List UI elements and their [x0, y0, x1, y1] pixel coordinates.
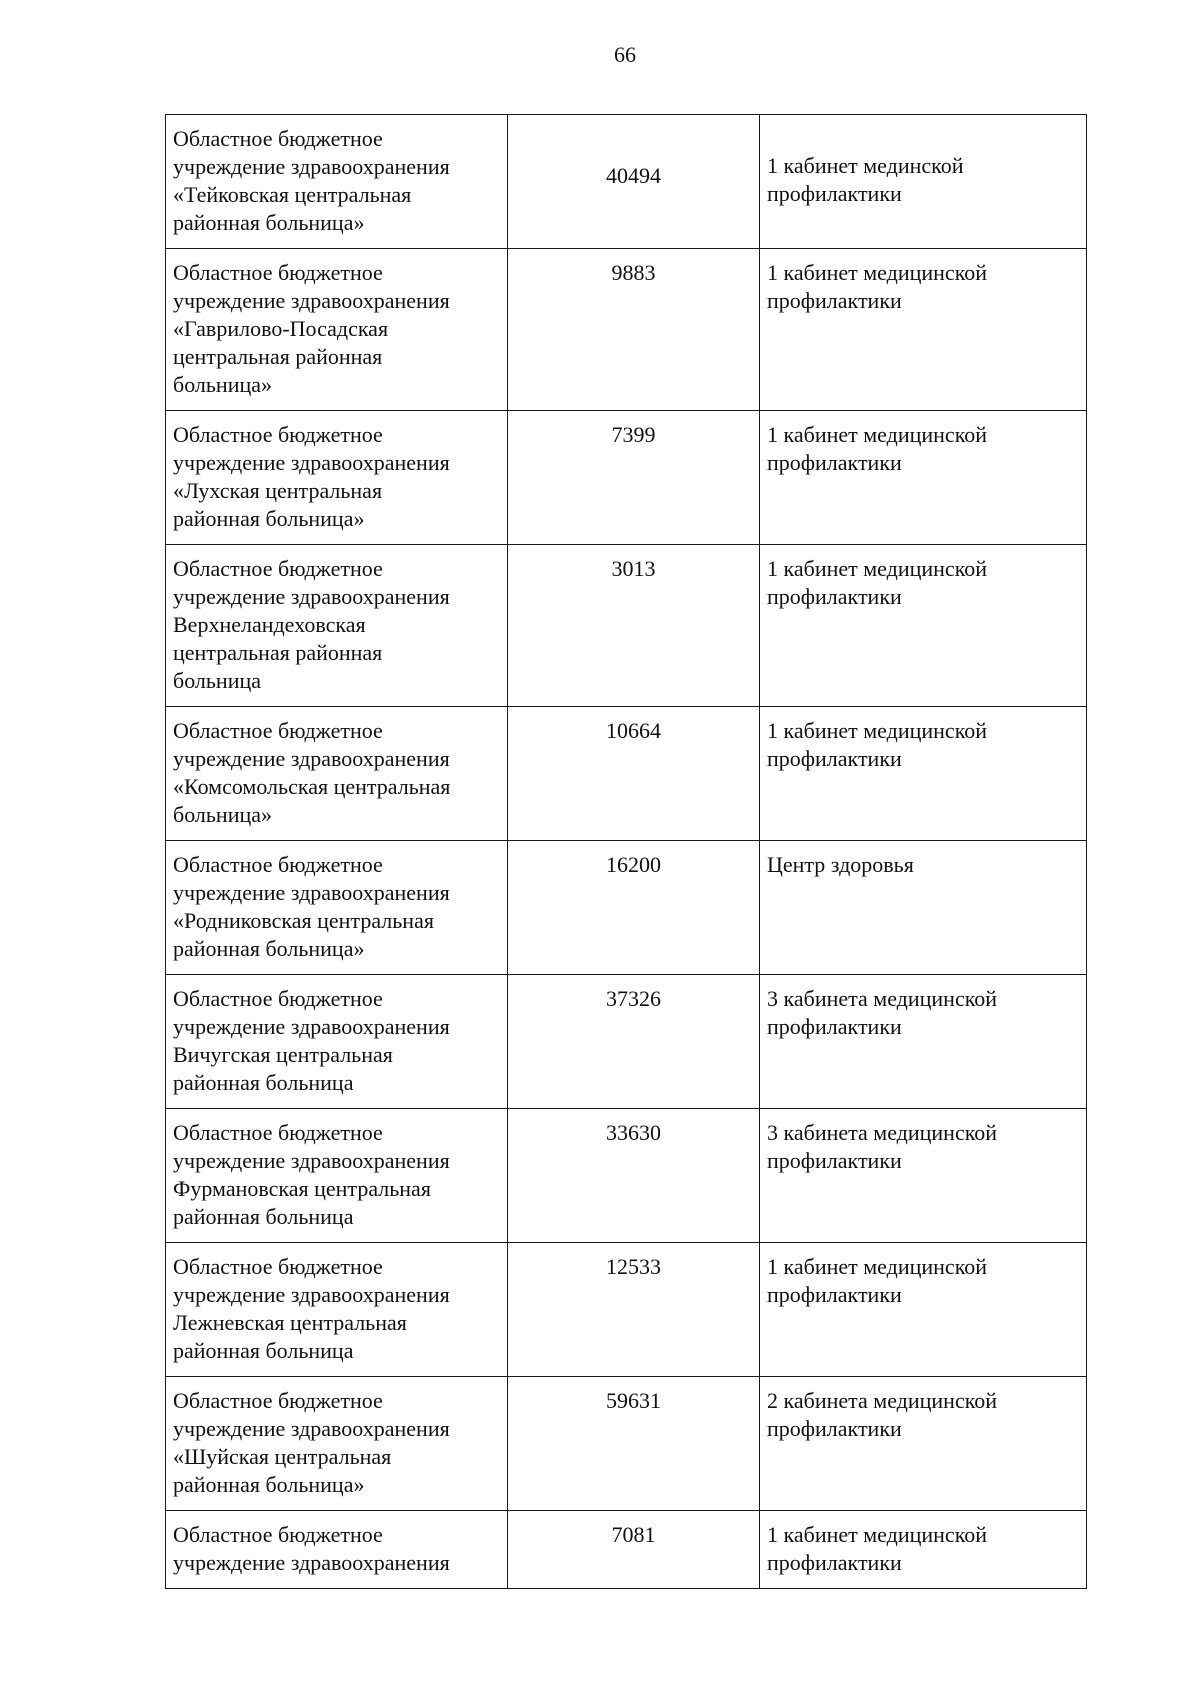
- facility-value: 1 кабинет медицинской профилактики: [767, 556, 988, 609]
- institution-cell: [166, 115, 508, 249]
- table-row: [166, 249, 1087, 411]
- table-row: [166, 1511, 1087, 1589]
- facility-cell: [760, 707, 1087, 841]
- institution-cell: [166, 1377, 508, 1511]
- population-cell: [508, 975, 760, 1109]
- facility-cell: [760, 545, 1087, 707]
- population-cell: [508, 1243, 760, 1377]
- institution-cell: [166, 545, 508, 707]
- institution-name: Областное бюджетное учреждение здравоохранения «Родниковская центральная районная больница»: [173, 852, 450, 961]
- institution-name: Областное бюджетное учреждение здравоохранения «Гаврилово-Посадская центральная районная больница»: [173, 260, 450, 397]
- institution-name: Областное бюджетное учреждение здравоохранения «Лухская центральная районная больница»: [173, 422, 450, 531]
- institution-cell: [166, 1511, 508, 1589]
- population-value: 3013: [611, 556, 656, 581]
- table-row: [166, 707, 1087, 841]
- table-row: [166, 411, 1087, 545]
- facility-cell: [760, 249, 1087, 411]
- facility-value: 2 кабинета медицинской профилактики: [767, 1388, 998, 1441]
- population-cell: [508, 841, 760, 975]
- population-cell: [508, 707, 760, 841]
- table-row: [166, 975, 1087, 1109]
- facility-value: 1 кабинет мединской профилактики: [767, 152, 964, 206]
- institution-name: Областное бюджетное учреждение здравоохранения Фурмановская центральная районная больница: [173, 1120, 450, 1229]
- population-value: 59631: [606, 1388, 661, 1413]
- institution-name: Областное бюджетное учреждение здравоохранения «Комсомольская центральная больница»: [173, 718, 451, 827]
- facility-cell: [760, 1511, 1087, 1589]
- institution-name: Областное бюджетное учреждение здравоохранения Лежневская центральная районная больница: [173, 1254, 450, 1363]
- population-value: 10664: [606, 718, 661, 743]
- institution-cell: [166, 1109, 508, 1243]
- facility-cell: [760, 1377, 1087, 1511]
- institution-name: Областное бюджетное учреждение здравоохранения «Тейковская центральная районная больница»: [173, 126, 450, 235]
- population-value: 37326: [606, 986, 661, 1011]
- facility-cell: [760, 1109, 1087, 1243]
- institutions-table: [165, 114, 1087, 1589]
- population-cell: [508, 1109, 760, 1243]
- population-value: 9883: [611, 260, 656, 285]
- population-cell: [508, 115, 760, 249]
- facility-value: Центр здоровья: [767, 852, 914, 877]
- table-row: [166, 1377, 1087, 1511]
- table-row: [166, 115, 1087, 249]
- population-cell: [508, 411, 760, 545]
- facility-cell: [760, 841, 1087, 975]
- facility-value: 1 кабинет медицинской профилактики: [767, 422, 988, 475]
- facility-value: 3 кабинета медицинской профилактики: [767, 1120, 998, 1173]
- facility-value: 1 кабинет медицинской профилактики: [767, 260, 988, 313]
- population-value: 7399: [611, 422, 656, 447]
- institution-cell: [166, 707, 508, 841]
- facility-value: 1 кабинет медицинской профилактики: [767, 1254, 988, 1307]
- facility-cell: [760, 1243, 1087, 1377]
- population-cell: [508, 545, 760, 707]
- population-cell: [508, 249, 760, 411]
- population-cell: [508, 1511, 760, 1589]
- facility-cell: [760, 411, 1087, 545]
- page-number: 66: [614, 42, 636, 67]
- population-value: 7081: [611, 1522, 656, 1547]
- facility-value: 1 кабинет медицинской профилактики: [767, 718, 988, 771]
- institution-cell: [166, 1243, 508, 1377]
- facility-cell: [760, 115, 1087, 249]
- institution-cell: [166, 249, 508, 411]
- table-row: [166, 1109, 1087, 1243]
- institution-cell: [166, 841, 508, 975]
- facility-cell: [760, 975, 1087, 1109]
- table-row: [166, 545, 1087, 707]
- population-value: 40494: [606, 162, 661, 188]
- institution-cell: [166, 411, 508, 545]
- table-row: [166, 1243, 1087, 1377]
- institution-name: Областное бюджетное учреждение здравоохранения Вичугская центральная районная больница: [173, 986, 450, 1095]
- institution-name: Областное бюджетное учреждение здравоохранения: [173, 1522, 450, 1575]
- institution-name: Областное бюджетное учреждение здравоохранения Верхнеландеховская центральная районная больница: [173, 556, 450, 693]
- institution-cell: [166, 975, 508, 1109]
- institution-name: Областное бюджетное учреждение здравоохранения «Шуйская центральная районная больница»: [173, 1388, 450, 1497]
- population-value: 16200: [606, 852, 661, 877]
- table-row: [166, 841, 1087, 975]
- population-value: 12533: [606, 1254, 661, 1279]
- population-value: 33630: [606, 1120, 661, 1145]
- facility-value: 3 кабинета медицинской профилактики: [767, 986, 998, 1039]
- population-cell: [508, 1377, 760, 1511]
- facility-value: 1 кабинет медицинской профилактики: [767, 1522, 988, 1575]
